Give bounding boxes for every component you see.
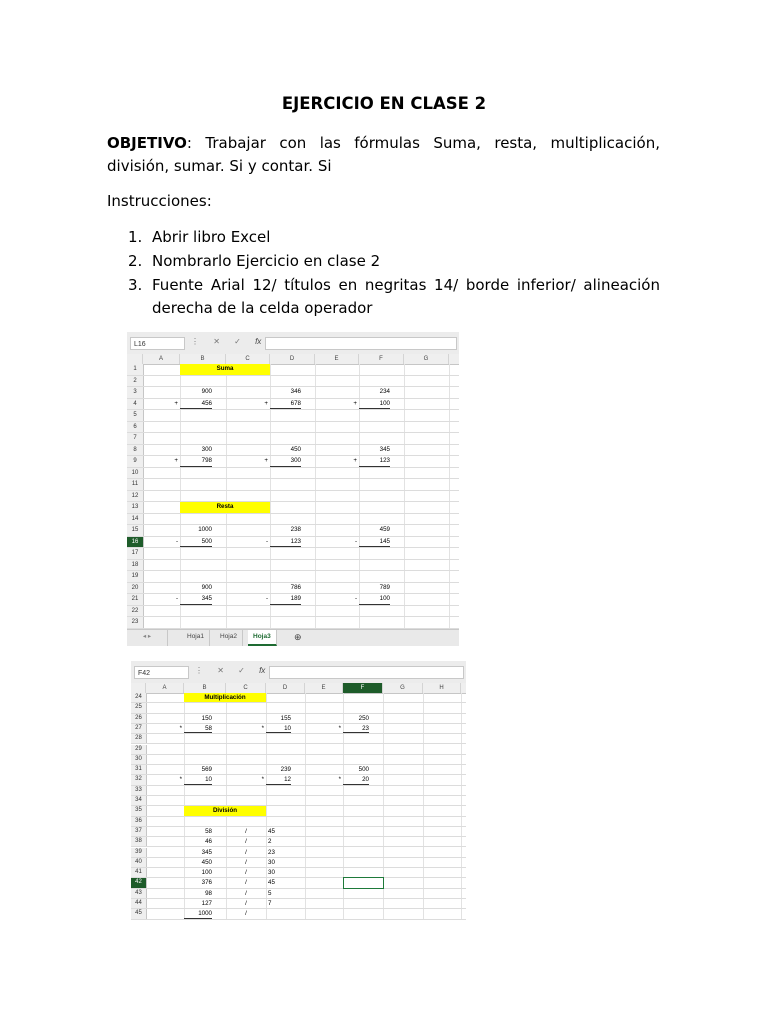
cell-a21[interactable]: - (175, 595, 178, 602)
objective-text: : Trabajar con las fórmulas Suma, resta, multiplicación, división, sumar. Si y contar. Si (107, 134, 660, 175)
formula-icons (191, 337, 261, 346)
cell-b20[interactable]: 900 (201, 583, 212, 591)
row-header[interactable]: 43 (131, 889, 147, 898)
instruction-number: 1. (128, 228, 143, 246)
sheet-nav-arrows[interactable]: ◂ ▸ (127, 630, 168, 646)
row-header[interactable]: 26 (131, 714, 147, 723)
sheet-row (131, 714, 466, 724)
cell-b35[interactable]: División (184, 806, 266, 815)
cell-b24[interactable]: Multiplicación (184, 693, 266, 702)
sheet-row (131, 745, 466, 755)
formula-icons (195, 666, 265, 675)
row-header[interactable]: 14 (127, 514, 144, 525)
sheet-row (131, 868, 466, 878)
cell-d21[interactable]: 189 (270, 594, 301, 605)
cell-d44[interactable]: 7 (268, 900, 272, 907)
formula-input[interactable] (265, 337, 457, 350)
formula-bar (131, 661, 466, 684)
sheet-row (127, 364, 459, 376)
cell-b1[interactable]: Suma (180, 364, 270, 375)
cell-c44[interactable]: / (245, 900, 247, 907)
row-header[interactable]: 31 (131, 765, 147, 774)
row-header[interactable]: 2 (127, 376, 144, 387)
cell-c45[interactable]: / (245, 910, 247, 918)
row-header[interactable]: 30 (131, 755, 147, 764)
sheet-row (131, 734, 466, 744)
column-header-a[interactable]: A (146, 683, 184, 693)
sheet-row (127, 594, 459, 606)
column-header-d[interactable]: D (266, 683, 305, 693)
row-header[interactable]: 21 (127, 594, 144, 605)
row-header[interactable]: 13 (127, 502, 144, 513)
row-header[interactable]: 9 (127, 456, 144, 467)
sheet-row (131, 703, 466, 713)
cell-c40[interactable]: / (245, 858, 247, 866)
sheet-row (131, 755, 466, 765)
sheet-row (131, 837, 466, 847)
sheet-row (131, 817, 466, 827)
cell-f31[interactable]: 500 (358, 766, 369, 774)
row-header[interactable]: 37 (131, 827, 147, 836)
row-header[interactable]: 16 (127, 537, 144, 548)
cancel-icon[interactable]: ⋮ ✕ ✓ (191, 337, 256, 346)
cell-b44[interactable]: 127 (201, 900, 212, 907)
instruction-text: Abrir libro Excel (152, 228, 271, 246)
cell-d32[interactable]: 12 (266, 775, 291, 784)
sheet-row (127, 376, 459, 388)
cell-d42[interactable]: 45 (268, 879, 275, 887)
row-header[interactable]: 1 (127, 364, 144, 375)
row-header[interactable]: 32 (131, 775, 147, 784)
cell-b4[interactable]: 456 (180, 399, 212, 410)
cell-d9[interactable]: 300 (270, 456, 301, 467)
sheet-row (127, 514, 459, 526)
row-header[interactable]: 11 (127, 479, 144, 490)
row-header[interactable]: 45 (131, 909, 147, 918)
cell-c43[interactable]: / (245, 889, 247, 897)
row-header[interactable]: 6 (127, 422, 144, 433)
cell-f32[interactable]: 20 (343, 775, 369, 784)
row-header[interactable]: 38 (131, 837, 147, 846)
row-header[interactable]: 42 (131, 878, 147, 887)
instruction-number: 2. (128, 252, 143, 270)
cell-d16[interactable]: 123 (270, 537, 301, 548)
sheet-row (131, 848, 466, 858)
row-header[interactable]: 29 (131, 745, 147, 754)
cell-c9[interactable]: + (264, 457, 268, 464)
sheet-row (131, 827, 466, 837)
cell-d31[interactable]: 239 (280, 766, 291, 774)
row-header[interactable]: 34 (131, 796, 147, 805)
row-header[interactable]: 3 (127, 387, 144, 398)
row-header[interactable]: 41 (131, 868, 147, 877)
cell-c4[interactable]: + (264, 399, 268, 407)
cell-d3[interactable]: 346 (290, 388, 301, 395)
cell-d37[interactable]: 45 (268, 827, 275, 835)
sheet-row (131, 786, 466, 796)
name-box[interactable]: L16 (130, 337, 185, 350)
cell-e32[interactable]: * (338, 776, 341, 784)
objective-paragraph (107, 132, 660, 178)
sheet-row (131, 775, 466, 785)
sheet-row (127, 422, 459, 434)
sheet-row (131, 693, 466, 703)
row-header[interactable]: 5 (127, 410, 144, 421)
cell-d38[interactable]: 2 (268, 838, 272, 846)
row-header[interactable]: 39 (131, 848, 147, 857)
cell-d41[interactable]: 30 (268, 869, 275, 877)
sheet-row (131, 796, 466, 806)
column-header-c[interactable]: C (226, 354, 270, 364)
fx-icon[interactable]: fx (259, 666, 266, 675)
row-header[interactable]: 18 (127, 560, 144, 571)
sheet-row (131, 858, 466, 868)
sheet-tabs-bar (127, 629, 459, 646)
sheet-row (127, 583, 459, 595)
sheet-row (127, 525, 459, 537)
cell-d39[interactable]: 23 (268, 848, 275, 856)
column-header-c[interactable]: C (226, 683, 266, 693)
cell-b42[interactable]: 376 (201, 879, 212, 887)
sheet-row (127, 571, 459, 583)
cell-d8[interactable]: 450 (290, 445, 301, 453)
cell-f4[interactable]: 100 (359, 399, 390, 410)
column-header-d[interactable]: D (270, 354, 315, 364)
column-header-a[interactable]: A (143, 354, 180, 364)
sheet-row (127, 468, 459, 480)
sheet-row (127, 537, 459, 549)
row-header[interactable]: 8 (127, 445, 144, 456)
instruction-item (128, 226, 660, 249)
cell-b9[interactable]: 798 (180, 456, 212, 467)
cell-c39[interactable]: / (245, 848, 247, 856)
row-header[interactable]: 35 (131, 806, 147, 815)
cell-f3[interactable]: 234 (379, 388, 390, 395)
cell-d15[interactable]: 238 (290, 526, 301, 533)
cell-d45[interactable] (268, 909, 305, 918)
sheet-row (127, 433, 459, 445)
instruction-number: 3. (128, 276, 143, 294)
sheet-row (131, 806, 466, 816)
row-header[interactable]: 7 (127, 433, 144, 444)
column-header-g[interactable]: G (383, 683, 423, 693)
column-header-g[interactable]: G (404, 354, 449, 364)
cell-a32[interactable]: * (179, 776, 182, 784)
cell-b41[interactable]: 100 (201, 869, 212, 877)
sheet-tab-hoja1[interactable]: Hoja1 (182, 630, 210, 646)
cell-d43[interactable]: 5 (268, 889, 272, 897)
grid-rows (127, 364, 459, 629)
column-header-b[interactable]: B (184, 683, 226, 693)
column-header-e[interactable]: E (305, 683, 343, 693)
cell-a9[interactable]: + (174, 457, 178, 464)
row-header[interactable]: 27 (131, 724, 147, 733)
cell-b13[interactable]: Resta (180, 502, 270, 513)
cell-f21[interactable]: 100 (359, 594, 390, 605)
sheet-row (127, 617, 459, 629)
cell-e21[interactable]: - (354, 595, 357, 602)
excel-screenshot-multiplicacion-division (131, 661, 466, 927)
grid-rows (131, 693, 466, 920)
instructions-label: Instrucciones: (107, 192, 212, 210)
formula-bar (127, 332, 459, 355)
sheet-row (131, 724, 466, 734)
cell-c42[interactable]: / (245, 879, 247, 887)
cell-d26[interactable]: 155 (280, 714, 291, 722)
cell-f15[interactable]: 459 (379, 526, 390, 533)
sheet-row (127, 387, 459, 399)
instruction-item (128, 250, 660, 273)
cell-b32[interactable]: 10 (184, 775, 212, 784)
instruction-text: Nombrarlo Ejercicio en clase 2 (152, 252, 381, 270)
column-header-h[interactable]: H (423, 683, 461, 693)
sheet-row (127, 502, 459, 514)
cell-d4[interactable]: 678 (270, 399, 301, 410)
excel-screenshot-suma-resta (127, 332, 459, 650)
sheet-row (131, 765, 466, 775)
cell-d27[interactable]: 10 (266, 724, 291, 733)
cell-b27[interactable]: 58 (184, 724, 212, 733)
sheet-row (131, 889, 466, 899)
row-header[interactable]: 40 (131, 858, 147, 867)
sheet-row (127, 606, 459, 618)
cell-f8[interactable]: 345 (379, 445, 390, 453)
page-title: EJERCICIO EN CLASE 2 (281, 94, 487, 113)
cell-e27[interactable]: * (338, 724, 341, 732)
cell-f20[interactable]: 789 (379, 583, 390, 591)
cell-c41[interactable]: / (245, 869, 247, 877)
cell-c27[interactable]: * (261, 724, 264, 732)
row-header[interactable]: 44 (131, 899, 147, 908)
sheet-row (127, 445, 459, 457)
cell-c37[interactable]: / (245, 827, 247, 835)
cell-f27[interactable]: 23 (343, 724, 369, 733)
row-header[interactable]: 20 (127, 583, 144, 594)
cell-a4[interactable]: + (174, 399, 178, 407)
sheet-row (131, 909, 466, 919)
cell-b39[interactable]: 345 (201, 848, 212, 856)
sheet-row (131, 899, 466, 909)
add-sheet-icon[interactable]: ⊕ (294, 631, 302, 642)
row-header[interactable]: 10 (127, 468, 144, 479)
cell-b43[interactable]: 98 (205, 889, 212, 897)
instructions-list (128, 226, 660, 321)
column-header-e[interactable]: E (315, 354, 359, 364)
name-box[interactable]: F42 (134, 666, 189, 679)
cell-c38[interactable]: / (245, 838, 247, 846)
select-all-corner[interactable] (127, 354, 143, 364)
sheet-tab-hoja2[interactable]: Hoja2 (215, 630, 243, 646)
cell-b16[interactable]: 500 (180, 537, 212, 548)
sheet-row (127, 399, 459, 411)
cell-a16[interactable]: - (175, 537, 178, 545)
cell-b37[interactable]: 58 (205, 827, 212, 835)
cell-f16[interactable]: 145 (359, 537, 390, 548)
row-header[interactable]: 19 (127, 571, 144, 582)
objective-label: OBJETIVO (107, 134, 187, 152)
cell-b15[interactable]: 1000 (198, 526, 212, 533)
sheet-tab-hoja3[interactable]: Hoja3 (248, 630, 277, 646)
cell-f9[interactable]: 123 (359, 456, 390, 467)
column-header-f[interactable]: F (343, 683, 383, 693)
cell-b45[interactable]: 1000 (184, 909, 212, 918)
cell-e16[interactable]: - (354, 537, 357, 545)
row-header[interactable]: 25 (131, 703, 147, 712)
active-cell-selection[interactable] (343, 877, 384, 888)
cell-b40[interactable]: 450 (201, 858, 212, 866)
row-header[interactable]: 4 (127, 399, 144, 410)
cell-b21[interactable]: 345 (180, 594, 212, 605)
sheet-row (127, 491, 459, 503)
cell-b26[interactable]: 150 (201, 714, 212, 722)
column-header-b[interactable]: B (180, 354, 226, 364)
row-header[interactable]: 23 (127, 617, 144, 628)
cell-e9[interactable]: + (353, 457, 357, 464)
sheet-row (127, 456, 459, 468)
sheet-row (127, 479, 459, 491)
cell-b31[interactable]: 569 (201, 766, 212, 774)
cell-b38[interactable]: 46 (205, 838, 212, 846)
row-header[interactable]: 22 (127, 606, 144, 617)
column-header-f[interactable]: F (359, 354, 404, 364)
formula-input[interactable] (269, 666, 464, 679)
instruction-item (128, 274, 660, 320)
fx-icon[interactable]: fx (255, 337, 262, 346)
row-header[interactable]: 15 (127, 525, 144, 536)
row-header[interactable]: 12 (127, 491, 144, 502)
row-header[interactable]: 33 (131, 786, 147, 795)
sheet-row (127, 560, 459, 572)
cell-c32[interactable]: * (261, 776, 264, 784)
cell-d40[interactable]: 30 (268, 858, 275, 866)
cell-b8[interactable]: 300 (201, 445, 212, 453)
select-all-corner[interactable] (131, 683, 146, 693)
row-header[interactable]: 24 (131, 693, 147, 702)
sheet-row (127, 410, 459, 422)
cell-f26[interactable]: 250 (358, 714, 369, 722)
cell-b3[interactable]: 900 (201, 388, 212, 395)
cancel-icon[interactable]: ⋮ ✕ ✓ (195, 666, 260, 675)
sheet-row (127, 548, 459, 560)
row-header[interactable]: 28 (131, 734, 147, 743)
cell-a27[interactable]: * (179, 724, 182, 732)
sheet-row (131, 878, 466, 888)
instruction-text: Fuente Arial 12/ títulos en negritas 14/ borde inferior/ alineación derecha de la celda operador (152, 276, 660, 317)
row-header[interactable]: 17 (127, 548, 144, 559)
cell-c16[interactable]: - (265, 537, 268, 545)
row-header[interactable]: 36 (131, 817, 147, 826)
cell-d20[interactable]: 786 (290, 583, 301, 591)
cell-c21[interactable]: - (265, 595, 268, 602)
cell-e4[interactable]: + (353, 399, 357, 407)
